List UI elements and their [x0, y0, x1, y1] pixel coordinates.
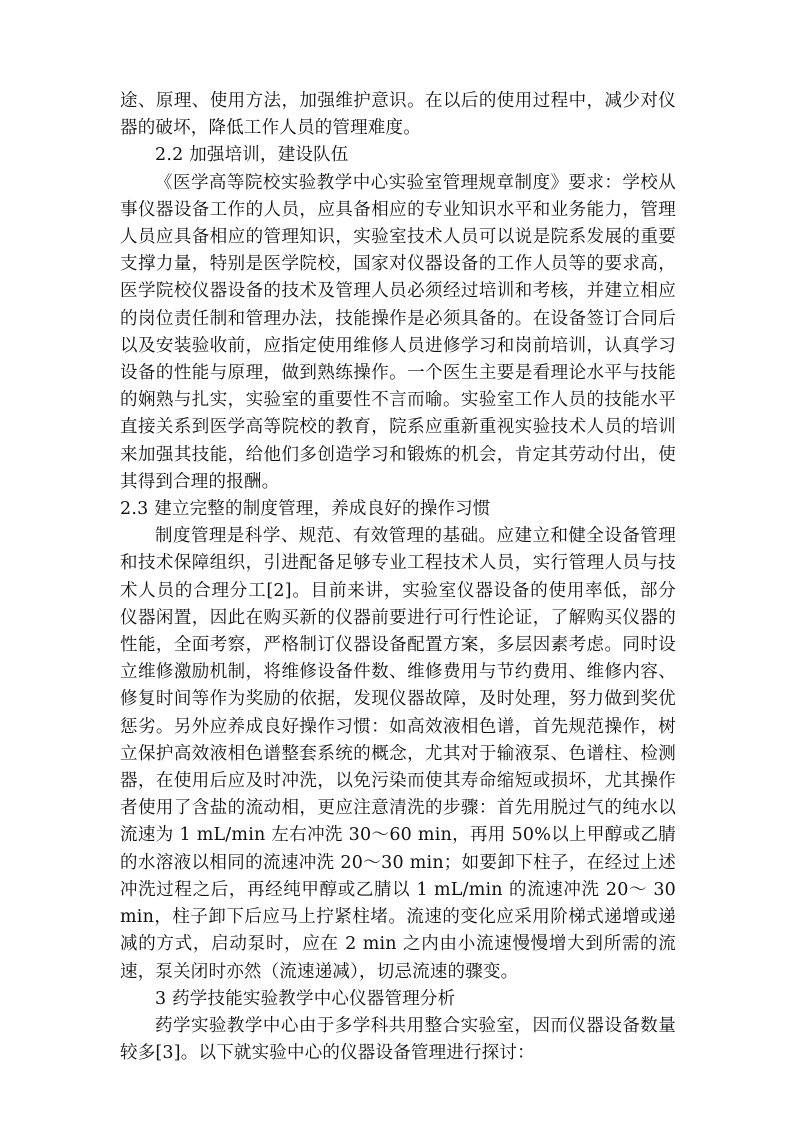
paragraph-continuation: 途、原理、使用方法，加强维护意识。在以后的使用过程中，减少对仪器的破坏，降低工作人员的管理难度。 — [120, 91, 676, 139]
section-heading-2-2: 2.2 加强培训，建设队伍 — [155, 145, 349, 166]
paragraph-training: 《医学高等院校实验教学中心实验室管理规章制度》要求：学校从事仪器设备工作的人员，应具备相应的专业知识水平和业务能力，管理人员应具备相应的管理知识，实验室技术人员可以说是院系发展的重要支撑力量，特别是医学院校，国家对仪器设备的工作人员等的要求高，医学院校仪器设备的技术及管理人员必须经过培训和考核，并建立相应的岗位责任制和管理办法，技能操作是必须具备的。在设备签订合同后以及安装验收前，应指定使用维修人员进修学习和岗前培训，认真学习设备的性能与原理，做到熟练操作。一个医生主要是看理论水平与技能的娴熟与扎实，实验室的重要性不言而喻。实验室工作人员的技能水平直接关系到医学高等院校的教育，院系应重新重视实验技术人员的培训来加强其技能，给他们多创造学习和锻炼的机会，肯定其劳动付出，使其得到合理的报酬。 — [120, 172, 676, 492]
paragraph-instrument-analysis: 药学实验教学中心由于多学科共用整合实验室，因而仪器设备数量较多[3]。以下就实验中心的仪器设备管理进行探讨： — [120, 1015, 676, 1064]
paragraph-system-management: 制度管理是科学、规范、有效管理的基础。应建立和健全设备管理和技术保障组织，引进配备足够专业工程技术人员，实行管理人员与技术人员的合理分工[2]。目前来讲，实验室仪器设备的使用率低，部分仪器闲置，因此在购买新的仪器前要进行可行性论证，了解购买仪器的性能，全面考察，严格制订仪器设备配置方案，多层因素考虑。同时设立维修激励机制，将维修设备件数、维修费用与节约费用、维修内容、修复时间等作为奖励的依据，发现仪器故障，及时处理，努力做到奖优惩劣。另外应养成良好操作习惯：如高效液相色谱，首先规范操作，树立保护高效液相色谱整套系统的概念，尤其对于输液泵、色谱柱、检测器，在使用后应及时冲洗，以免污染而使其寿命缩短或损坏，尤其操作者使用了含盐的流动相，更应注意清洗的步骤：首先用脱过气的纯水以流速为 1 mL/min 左右冲洗 30～60 min，再用 50%以上甲醇或乙腈的水溶液以相同的流速冲洗 20～30 min；如要卸下柱子，在经过上述冲洗过程之后，再经纯甲醇或乙腈以 1 mL/min 的流速冲洗 20～ 30 min，柱子卸下后应马上拧紧柱堵。流速的变化应采用阶梯式递增或递减的方式，启动泵时，应在 2 min 之内由小流速慢慢增大到所需的流速，泵关闭时亦然（流速递减），切忌流速的骤变。 — [120, 526, 676, 982]
document-body — [120, 88, 676, 1067]
section-heading-2-3: 2.3 建立完整的制度管理，养成良好的操作习惯 — [120, 499, 491, 520]
section-heading-3: 3 药学技能实验教学中心仪器管理分析 — [155, 988, 456, 1009]
